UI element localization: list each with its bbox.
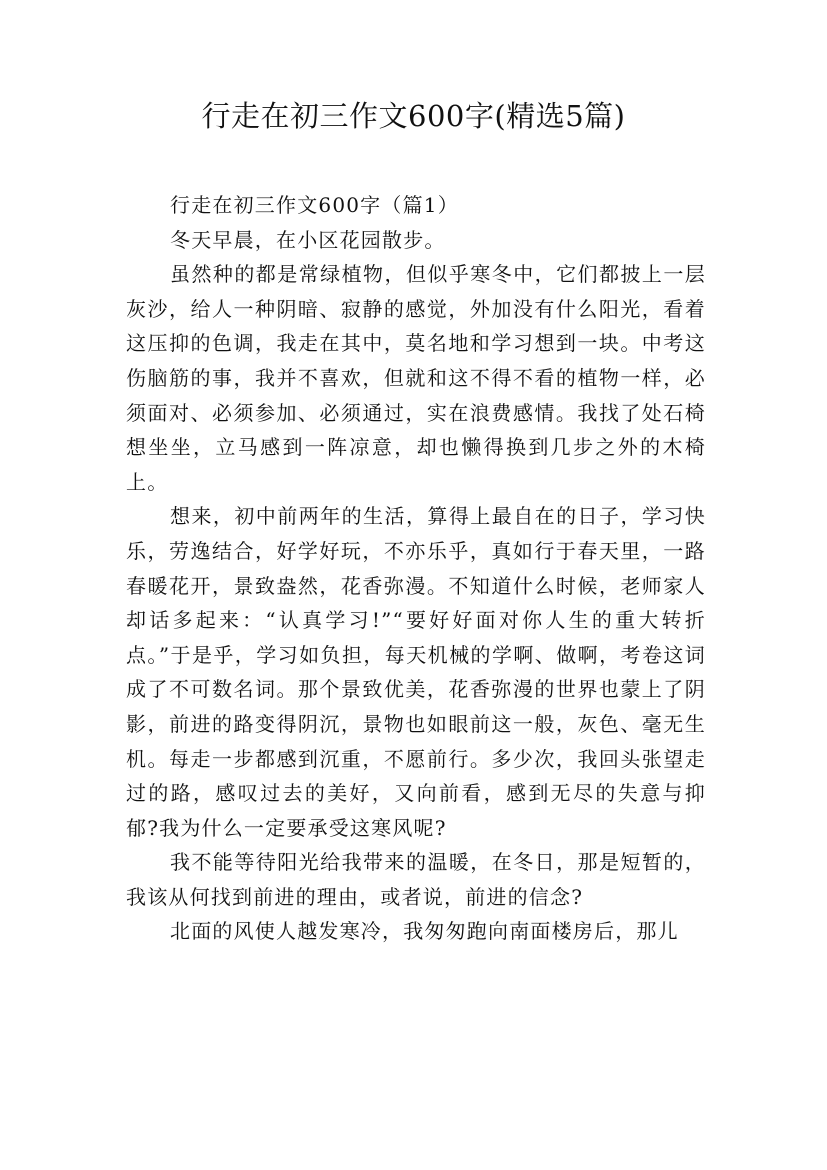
paragraph: 想来，初中前两年的生活，算得上最自在的日子，学习快乐，劳逸结合，好学好玩，不亦乐乎，真如行于春天里，一路春暖花开，景致盎然，花香弥漫。不知道什么时候，老师家人却话多起来：“认真学习!”“要好好面对你人生的重大转折点。”于是乎，学习如负担，每天机械的学啊、做啊，考卷这词成了不可数名词。那个景致优美，花香弥漫的世界也蒙上了阴影，前进的路变得阴沉，景物也如眼前这一般，灰色、毫无生机。每走一步都感到沉重，不愿前行。多少次，我回头张望走过的路，感叹过去的美好，又向前看，感到无尽的失意与抑郁?我为什么一定要承受这寒风呢?: [126, 504, 706, 840]
section-heading: 行走在初三作文600字（篇1）: [170, 193, 459, 217]
paragraph: 虽然种的都是常绿植物，但似乎寒冬中，它们都披上一层灰沙，给人一种阴暗、寂静的感觉，外加没有什么阳光，看着这压抑的色调，我走在其中，莫名地和学习想到一块。中考这伤脑筋的事，我并不喜欢，但就和这不得不看的植物一样，必须面对、必须参加、必须通过，实在浪费感情。我找了处石椅想坐坐，立马感到一阵凉意，却也懒得换到几步之外的木椅上。: [126, 262, 706, 494]
document-title: 行走在初三作文600字(精选5篇): [201, 99, 626, 133]
paragraph: 北面的风使人越发寒冷，我匆匆跑向南面楼房后，那儿: [170, 919, 679, 944]
document-body: [126, 188, 706, 949]
paragraph: 冬天早晨，在小区花园散步。: [170, 227, 446, 252]
paragraph: 我不能等待阳光给我带来的温暖，在冬日，那是短暂的，我该从何找到前进的理由，或者说，前进的信念?: [126, 850, 706, 909]
